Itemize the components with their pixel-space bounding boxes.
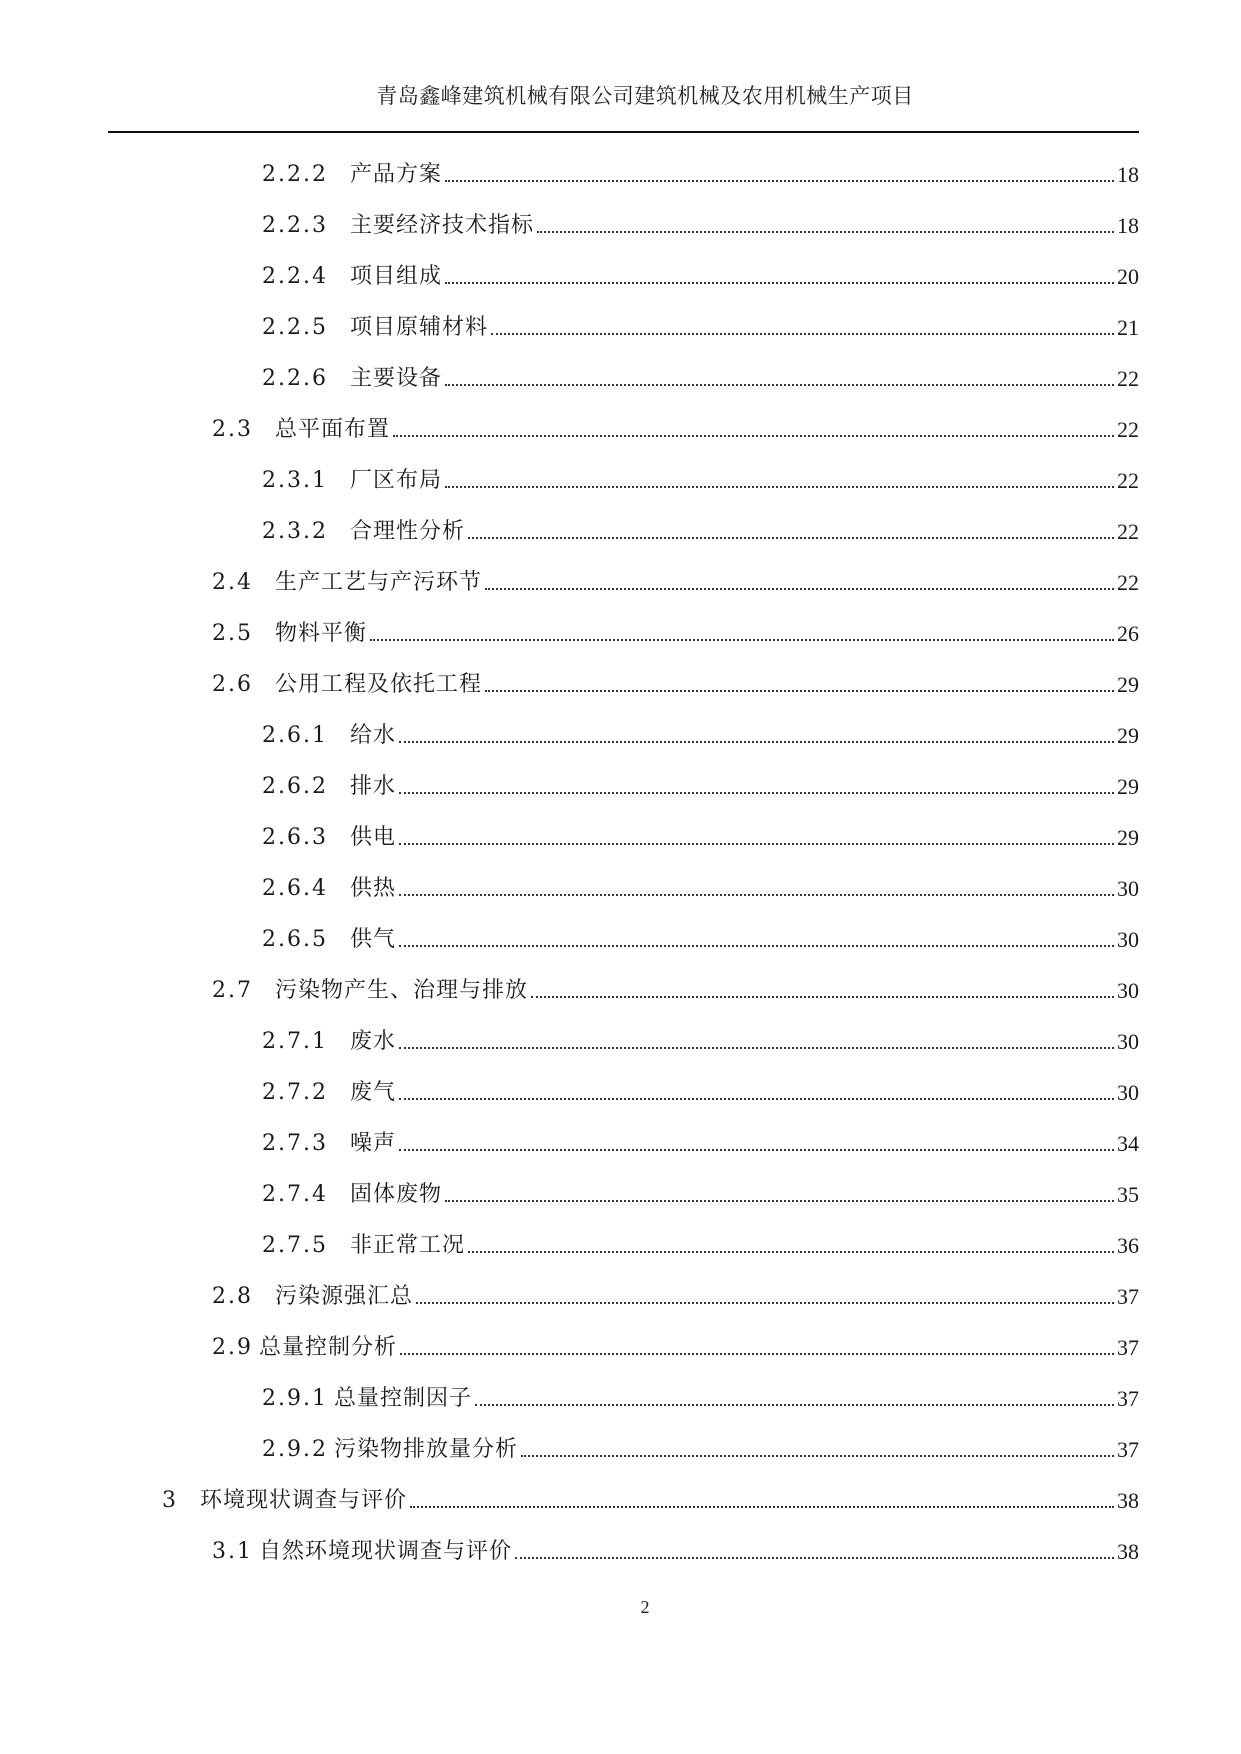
dot-leader bbox=[393, 435, 1114, 437]
toc-entry-page: 21 bbox=[1117, 315, 1139, 340]
toc-entry-page: 37 bbox=[1117, 1386, 1139, 1411]
toc-entry-title: 非正常工况 bbox=[349, 1233, 465, 1258]
dot-leader bbox=[485, 588, 1114, 590]
toc-entry-title: 废气 bbox=[349, 1080, 396, 1105]
toc-entry-page: 38 bbox=[1117, 1539, 1139, 1564]
toc-entry-title: 合理性分析 bbox=[349, 519, 465, 544]
toc-entry-title: 环境现状调查与评价 bbox=[200, 1488, 408, 1513]
toc-entry-number: 2.6.3 bbox=[262, 825, 328, 850]
toc-entry[interactable] bbox=[0, 1281, 1139, 1313]
dot-leader bbox=[445, 282, 1114, 284]
toc-entry-page: 30 bbox=[1117, 1029, 1139, 1054]
toc-entry[interactable] bbox=[0, 210, 1139, 242]
toc-entry-page: 30 bbox=[1117, 876, 1139, 901]
dot-leader bbox=[531, 996, 1114, 998]
toc-entry-number: 2.4 bbox=[212, 570, 253, 595]
dot-leader bbox=[399, 843, 1114, 845]
toc-entry-number: 2.8 bbox=[212, 1284, 253, 1309]
toc-entry-number: 2.7.1 bbox=[262, 1029, 328, 1054]
toc-entry-page: 18 bbox=[1117, 213, 1139, 238]
toc-entry-title: 物料平衡 bbox=[275, 621, 368, 646]
toc-entry-title: 主要设备 bbox=[349, 366, 442, 391]
toc-entry-title: 固体废物 bbox=[349, 1182, 442, 1207]
toc-entry[interactable] bbox=[0, 414, 1139, 446]
toc-entry-number: 2.5 bbox=[212, 621, 253, 646]
toc-entry-page: 37 bbox=[1117, 1437, 1139, 1462]
toc-entry-number: 2.3.1 bbox=[262, 468, 328, 493]
toc-entry-title: 项目原辅材料 bbox=[349, 315, 488, 340]
toc-entry[interactable] bbox=[0, 1383, 1139, 1415]
toc-entry-page: 29 bbox=[1117, 825, 1139, 850]
dot-leader bbox=[416, 1302, 1114, 1304]
toc-entry-page: 38 bbox=[1117, 1488, 1139, 1513]
dot-leader bbox=[445, 486, 1114, 488]
dot-leader bbox=[515, 1557, 1114, 1559]
toc-entry-number: 2.2.6 bbox=[262, 366, 328, 391]
toc-entry-number: 2.7.4 bbox=[262, 1182, 328, 1207]
toc-entry-title: 供气 bbox=[349, 927, 396, 952]
toc-entry-number: 3 bbox=[162, 1488, 178, 1513]
toc-entry-title: 供电 bbox=[349, 825, 396, 850]
toc-entry-page: 30 bbox=[1117, 927, 1139, 952]
toc-entry-page: 20 bbox=[1117, 264, 1139, 289]
toc-entry[interactable] bbox=[0, 261, 1139, 293]
header-rule bbox=[108, 131, 1139, 133]
toc-entry[interactable] bbox=[0, 567, 1139, 599]
toc-entry[interactable] bbox=[0, 1230, 1139, 1262]
toc-entry-title: 供热 bbox=[349, 876, 396, 901]
toc-entry[interactable] bbox=[0, 1536, 1139, 1568]
toc-entry-number: 2.7 bbox=[212, 978, 253, 1003]
toc-entry[interactable] bbox=[0, 1434, 1139, 1466]
toc-entry-title: 给水 bbox=[349, 723, 396, 748]
dot-leader bbox=[399, 741, 1114, 743]
running-header: 青岛鑫峰建筑机械有限公司建筑机械及农用机械生产项目 bbox=[376, 84, 914, 108]
dot-leader bbox=[468, 1251, 1114, 1253]
toc-entry-page: 30 bbox=[1117, 1080, 1139, 1105]
toc-entry-number: 2.6.2 bbox=[262, 774, 328, 799]
toc-entry-page: 18 bbox=[1117, 162, 1139, 187]
dot-leader bbox=[399, 945, 1114, 947]
toc-entry-page: 37 bbox=[1117, 1335, 1139, 1360]
dot-leader bbox=[400, 1353, 1114, 1355]
toc-entry[interactable] bbox=[0, 720, 1139, 752]
toc-entry-page: 22 bbox=[1117, 366, 1139, 391]
toc-entry-title: 总平面布置 bbox=[275, 417, 391, 442]
toc-entry-title: 废水 bbox=[349, 1029, 396, 1054]
dot-leader bbox=[399, 792, 1114, 794]
toc-entry-number: 2.2.4 bbox=[262, 264, 328, 289]
dot-leader bbox=[468, 537, 1114, 539]
toc-entry-title: 生产工艺与产污环节 bbox=[275, 570, 483, 595]
toc-entry-title: 排水 bbox=[349, 774, 396, 799]
toc-entry[interactable] bbox=[0, 159, 1139, 191]
toc-entry-number: 2.2.5 bbox=[262, 315, 328, 340]
toc-entry-page: 22 bbox=[1117, 417, 1139, 442]
toc-entry-page: 29 bbox=[1117, 672, 1139, 697]
dot-leader bbox=[521, 1455, 1114, 1457]
dot-leader bbox=[491, 333, 1114, 335]
toc-entry-page: 22 bbox=[1117, 570, 1139, 595]
toc-entry[interactable] bbox=[0, 822, 1139, 854]
toc-entry-page: 29 bbox=[1117, 774, 1139, 799]
toc-entry-title: 噪声 bbox=[349, 1131, 396, 1156]
toc-entry-number: 2.6.1 bbox=[262, 723, 328, 748]
toc-entry[interactable] bbox=[0, 1332, 1139, 1364]
dot-leader bbox=[410, 1506, 1114, 1508]
page-number: 2 bbox=[640, 1597, 650, 1617]
toc-entry-number: 2.2.2 bbox=[262, 162, 328, 187]
toc-entry-page: 34 bbox=[1117, 1131, 1139, 1156]
dot-leader bbox=[475, 1404, 1114, 1406]
toc-entry-number: 2.6.5 bbox=[262, 927, 328, 952]
toc-entry-number: 3.1 bbox=[212, 1539, 253, 1564]
toc-entry-number: 2.7.3 bbox=[262, 1131, 328, 1156]
toc-entry-page: 30 bbox=[1117, 978, 1139, 1003]
dot-leader bbox=[399, 1098, 1114, 1100]
toc-entry-page: 29 bbox=[1117, 723, 1139, 748]
toc-entry[interactable] bbox=[0, 312, 1139, 344]
toc-entry-title: 污染源强汇总 bbox=[275, 1284, 414, 1309]
toc-entry[interactable] bbox=[0, 516, 1139, 548]
toc-entry[interactable] bbox=[0, 771, 1139, 803]
toc-entry-number: 2.9 bbox=[212, 1335, 253, 1360]
toc-entry[interactable] bbox=[0, 1026, 1139, 1058]
toc-entry-number: 2.3.2 bbox=[262, 519, 328, 544]
toc-entry-page: 36 bbox=[1117, 1233, 1139, 1258]
toc-entry-title: 公用工程及依托工程 bbox=[275, 672, 483, 697]
toc-entry[interactable] bbox=[0, 669, 1139, 701]
toc-entry-number: 2.2.3 bbox=[262, 213, 328, 238]
toc-entry[interactable] bbox=[0, 1485, 1139, 1517]
toc-entry-title: 污染物产生、治理与排放 bbox=[275, 978, 529, 1003]
dot-leader bbox=[537, 231, 1114, 233]
toc-entry-title: 总量控制分析 bbox=[259, 1335, 398, 1360]
toc-entry-number: 2.6 bbox=[212, 672, 253, 697]
dot-leader bbox=[485, 690, 1114, 692]
toc-entry-page: 35 bbox=[1117, 1182, 1139, 1207]
dot-leader bbox=[399, 894, 1114, 896]
toc-entry-number: 2.6.4 bbox=[262, 876, 328, 901]
toc-entry-page: 37 bbox=[1117, 1284, 1139, 1309]
toc-entry[interactable] bbox=[0, 363, 1139, 395]
toc-entry[interactable] bbox=[0, 975, 1139, 1007]
toc-entry-title: 主要经济技术指标 bbox=[349, 213, 534, 238]
toc-entry[interactable] bbox=[0, 924, 1139, 956]
dot-leader bbox=[399, 1047, 1114, 1049]
dot-leader bbox=[370, 639, 1114, 641]
toc-entry-page: 22 bbox=[1117, 468, 1139, 493]
toc-entry[interactable] bbox=[0, 1077, 1139, 1109]
toc-entry-title: 总量控制因子 bbox=[333, 1386, 472, 1411]
toc-entry-title: 自然环境现状调查与评价 bbox=[259, 1539, 513, 1564]
toc-entry-number: 2.7.5 bbox=[262, 1233, 328, 1258]
dot-leader bbox=[445, 384, 1114, 386]
toc-entry-page: 26 bbox=[1117, 621, 1139, 646]
dot-leader bbox=[399, 1149, 1114, 1151]
toc-entry-number: 2.9.1 bbox=[262, 1386, 328, 1411]
dot-leader bbox=[445, 1200, 1114, 1202]
toc-entry-title: 项目组成 bbox=[349, 264, 442, 289]
toc-entry-title: 污染物排放量分析 bbox=[333, 1437, 518, 1462]
toc-entry-title: 产品方案 bbox=[349, 162, 442, 187]
toc-entry[interactable] bbox=[0, 1179, 1139, 1211]
toc-entry[interactable] bbox=[0, 465, 1139, 497]
toc-entry-number: 2.3 bbox=[212, 417, 253, 442]
toc-entry-title: 厂区布局 bbox=[349, 468, 442, 493]
toc-entry-number: 2.7.2 bbox=[262, 1080, 328, 1105]
toc-entry[interactable] bbox=[0, 1128, 1139, 1160]
dot-leader bbox=[445, 180, 1114, 182]
toc-entry[interactable] bbox=[0, 618, 1139, 650]
toc-entry-page: 22 bbox=[1117, 519, 1139, 544]
toc-entry[interactable] bbox=[0, 873, 1139, 905]
toc-entry-number: 2.9.2 bbox=[262, 1437, 328, 1462]
